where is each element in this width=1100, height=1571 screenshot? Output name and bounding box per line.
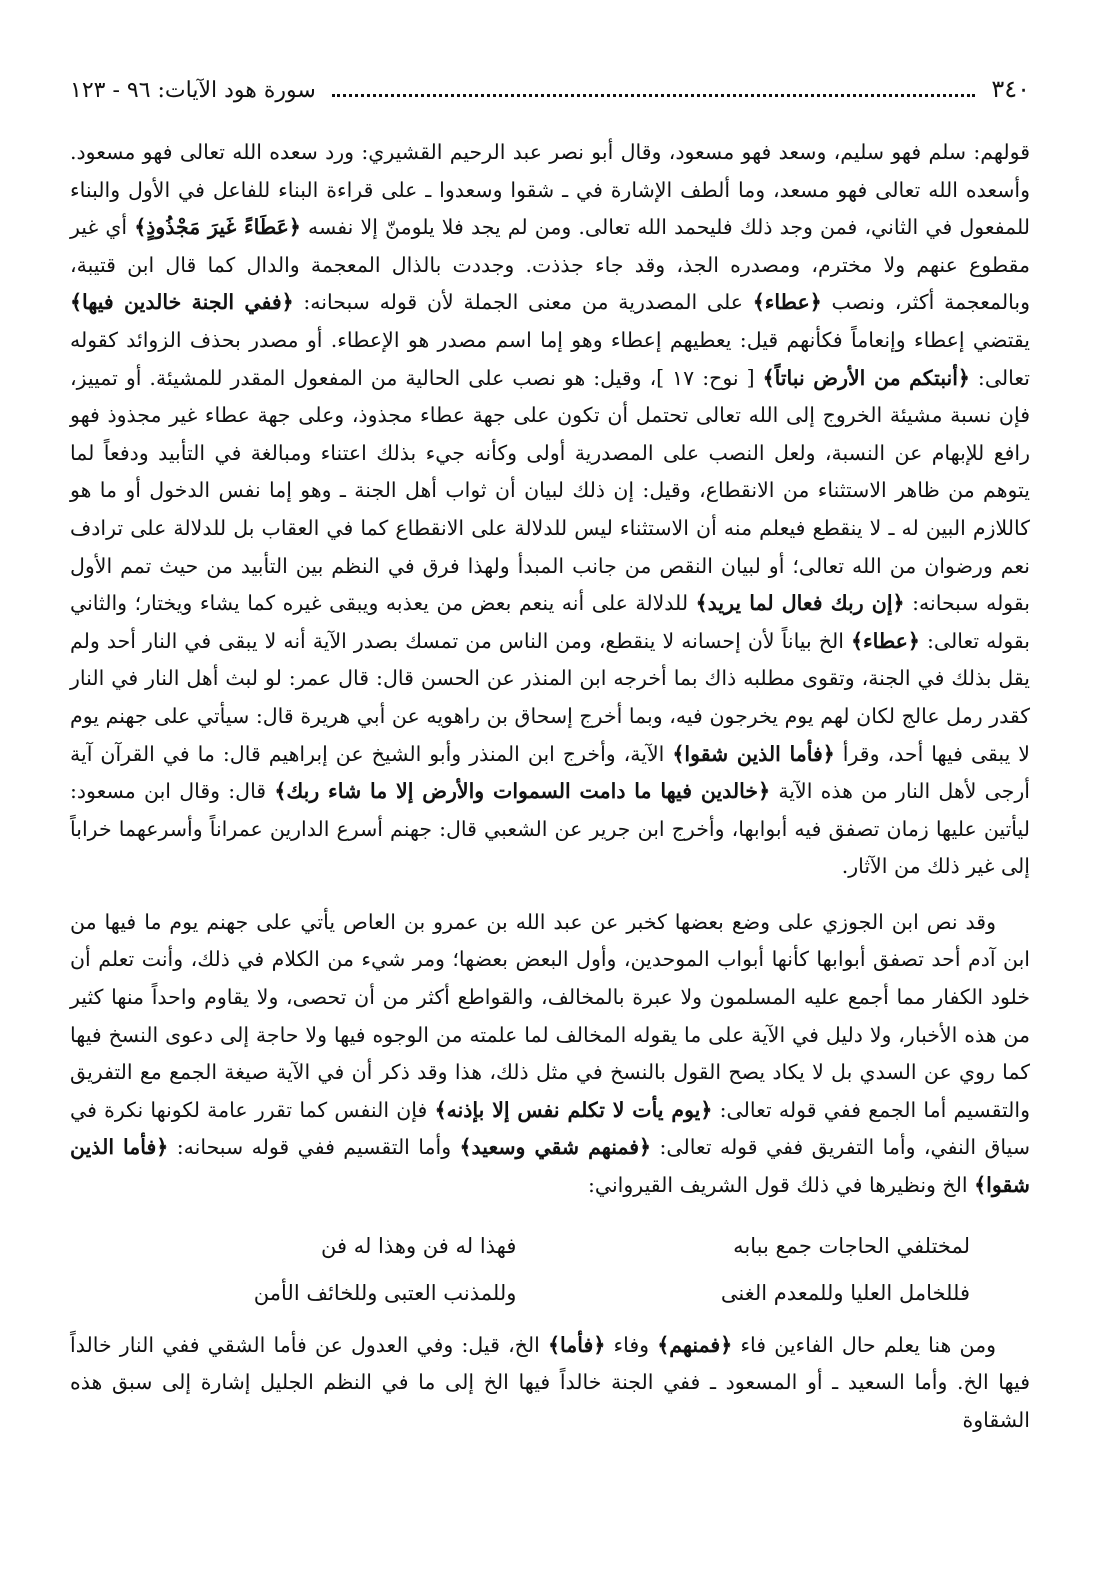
text-run: وفاء [605, 1332, 658, 1357]
text-run: الخ، قيل: وفي العدول عن فأما الشقي ففي النار خالداً فيها الخ. وأما السعيد ـ أو المسعود ـ ففي الجنة خالداً فيها الخ إلى ما في النظم الجليل إشارة إلى سبق هذه الشقاوة [70, 1332, 1030, 1432]
quran-quote: ﴿فمنهم﴾ [657, 1332, 733, 1357]
text-run: ومن هنا يعلم حال الفاءين فاء [732, 1332, 996, 1357]
poem-first-hemistich: لمختلفي الحاجات جمع ببابه [733, 1233, 970, 1258]
poem-first-hemistich: فللخامل العليا وللمعدم الغنى [720, 1280, 970, 1305]
text-run: للدلالة على أنه ينعم بعض من يعذبه ويبقى غيره كما يشاء ويختار؛ والثاني بقوله تعالى: [70, 591, 1030, 653]
running-header [70, 74, 1030, 108]
text-run: وقد نص ابن الجوزي على وضع بعضها كخبر عن عبد الله بن عمرو بن العاص يأتي على جهنم يوم ما فيها من ابن آدم أحد تصفق أبوابها كأنها أبواب الموحدين، وأول البعض بعضها؛ ومر شيء من الكلام في ذلك، وأنت تعلم أن خلود الكفار مما أجمع عليه المسلمون ولا عبرة بالمخالف، والقواطع أكثر من أن تحصى، ولا يقاوم واحداً منها كثير من هذه الأخبار، ولا دليل في الآية على ما يقوله المخالف لما علمته من الوجوه فيها ولا حاجة إلى دعوى النسخ فيها كما روي عن السدي بل لا يكاد يصح القول بالنسخ في مثل ذلك، هذا وقد ذكر أن في الآية صيغة الجمع مع التفريق والتقسيم أما الجمع ففي قوله تعالى: [70, 909, 1031, 1122]
poem-second-hemistich: فهذا له فن وهذا له فن [321, 1233, 517, 1258]
header-dotted-leader [332, 94, 976, 97]
quran-quote: ﴿خالدين فيها ما دامت السموات والأرض إلا ما شاء ربك﴾ [274, 779, 771, 804]
quran-quote: ﴿إن ربك فعال لما يريد﴾ [695, 591, 905, 616]
text-run: الخ بياناً لأن إحسانه لا ينقطع، ومن الناس من تمسك بصدر الآية أنه لا يبقى في النار أحد ولم يقل بذلك في الجنة، وتقوى مطلبه ذاك بما أخرجه ابن المنذر عن الحسن قال: قال عمر: لو لبث أهل النار في النار كقدر رمل عالج لكان لهم يوم يخرجون فيه، وبما أخرج إسحاق بن راهويه عن أبي هريرة قال: سيأتي على جهنم يوم لا يبقى فيها أحد، وقرأ [70, 628, 1030, 766]
text-run: الخ ونظيرها في ذلك قول الشريف القيرواني: [587, 1173, 975, 1198]
text-run: [ نوح: ١٧ ]، وقيل: هو نصب على الحالية من المفعول المقدر للمشيئة. أو تمييز، فإن نسبة مشيئة الخروج إلى الله تعالى تحتمل أن تكون على جهة عطاء مجذوذ، وعلى جهة عطاء غير مجذوذ فهو رافع للإبهام عن النسبة، ولعل النصب على المصدرية أولى وكأنه جيء بذلك اعتناء ومبالغة في التأبيد ودفعاً لما يتوهم من ظاهر الاستثناء من الانقطاع، وقيل: إن ذلك لبيان أن ثواب أهل الجنة ـ وهو إما نفس الدخول أو ما هو كاللازم البين له ـ لا ينقطع فيعلم منه أن الاستثناء ليس للدلالة على الانقطاع كما في العقاب بل للدلالة على ترادف نعم ورضوان من الله تعالى؛ أو لبيان النقص من جانب المبدأ ولهذا فرق في النظم بين التأبيد من حيث تمم الأول بقوله سبحانه: [70, 365, 1030, 616]
quran-quote: ﴿عَطَاءً غَيرَ مَجْذُوذٍ﴾ [134, 215, 301, 240]
paragraph-1 [70, 134, 1030, 886]
poem [130, 1223, 970, 1317]
body-text [70, 134, 1030, 1439]
quran-quote: ﴿أنبتكم من الأرض نباتاً﴾ [762, 365, 970, 390]
text-run: وأما التقسيم ففي قوله سبحانه: [168, 1135, 460, 1160]
paragraph-3 [70, 1327, 1030, 1440]
text-run: أي غير مقطوع عنهم ولا مخترم، ومصدره الجذ، وقد جاء جذذت. وجددت بالذال المعجمة والدال كما قال ابن قتيبة، وبالمعجمة أكثر، ونصب [70, 215, 1030, 315]
text-run: الآية، وأخرج ابن المنذر وأبو الشيخ عن إبراهيم قال: ما في القرآن آية أرجى لأهل النار من هذه الآية [70, 741, 1031, 804]
quran-quote: ﴿فأما الذين شقوا﴾ [70, 1135, 1030, 1198]
quran-quote: ﴿عطاء﴾ [850, 628, 920, 653]
poem-verse [130, 1223, 970, 1270]
text-run: يقتضي إعطاء وإنعاماً فكأنهم قيل: يعطيهم إعطاء وهو إما اسم مصدر هو الإعطاء. أو مصدر بحذف الزوائد كقوله تعالى: [70, 327, 1030, 390]
poem-verse [130, 1270, 970, 1317]
poem-second-hemistich: وللمذنب العتبى وللخائف الأمن [253, 1280, 517, 1305]
quran-quote: ﴿فأما الذين شقوا﴾ [672, 741, 835, 766]
text-run: قال: وقال ابن مسعود: ليأتين عليها زمان تصفق فيه أبوابها، وأخرج ابن جرير عن الشعبي قال: جهنم أسرع الدارين عمراناً وأسرعهما خراباً إلى غير ذلك من الآثار. [70, 779, 1030, 879]
quran-quote: ﴿عطاء﴾ [752, 290, 822, 315]
header-title: سورة هود الآيات: ٩٦ - ١٢٣ [70, 78, 316, 103]
text-run: قولهم: سلم فهو سليم، وسعد فهو مسعود، وقال أبو نصر عبد الرحيم القشيري: ورد سعده الله تعالى فهو مسعود. وأسعده الله تعالى فهو مسعد، وما ألطف الإشارة في ـ شقوا وسعدوا ـ على قراءة البناء للفاعل في الأول والبناء للمفعول في الثاني، فمن وجد ذلك فليحمد الله تعالى. ومن لم يجد فلا يلومنّ إلا نفسه [70, 140, 1030, 240]
text-run: فإن النفس كما تقرر عامة لكونها نكرة في سياق النفي، وأما التفريق ففي قوله تعالى: [70, 1097, 1030, 1160]
quran-quote: ﴿فمنهم شقي وسعيد﴾ [459, 1135, 652, 1160]
text-run: على المصدرية من معنى الجملة لأن قوله سبحانه: [293, 290, 753, 315]
paragraph-2 [70, 904, 1030, 1205]
quran-quote: ﴿فأما﴾ [548, 1332, 606, 1357]
quran-quote: ﴿ففي الجنة خالدين فيها﴾ [70, 290, 294, 315]
page-number: ٣٤٠ [991, 75, 1030, 103]
quran-quote: ﴿يوم يأت لا تكلم نفس إلا بإذنه﴾ [434, 1097, 713, 1122]
